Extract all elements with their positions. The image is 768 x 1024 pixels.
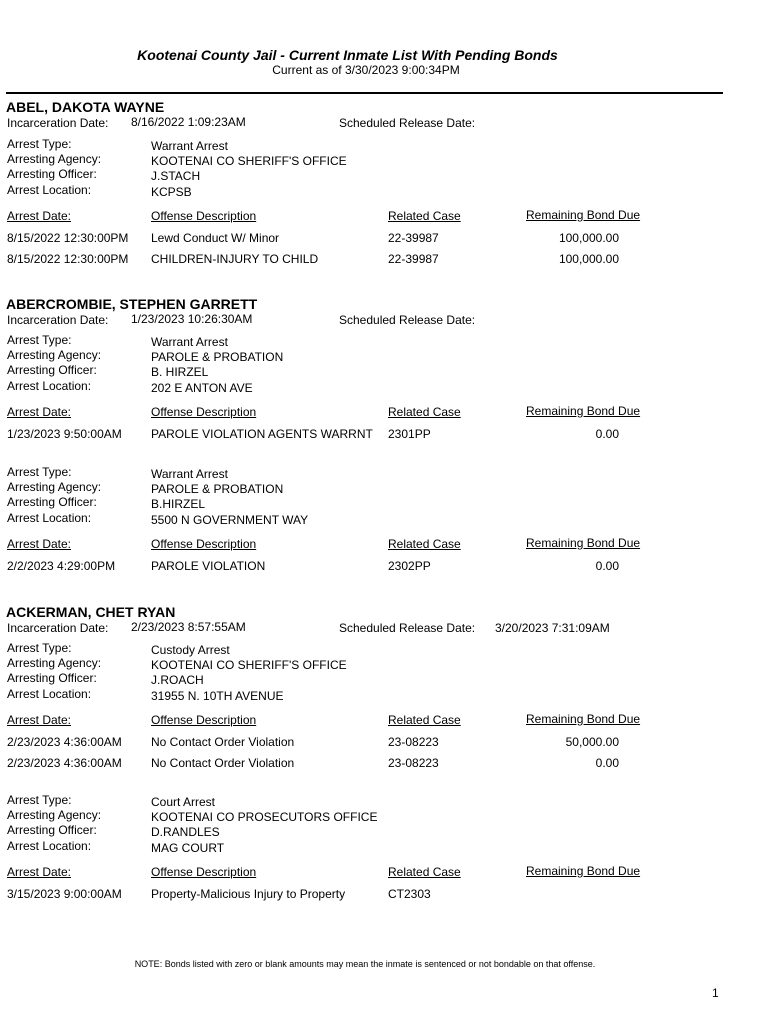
charge-arrest-date: 2/23/2023 4:36:00AM [7, 735, 122, 749]
arrest-type-label: Arrest Type: [7, 793, 72, 807]
arresting-agency-label: Arresting Agency: [7, 152, 102, 166]
col-header-related-case: Related Case [388, 865, 461, 879]
charge-arrest-date: 8/15/2022 12:30:00PM [7, 231, 129, 245]
charge-related-case: 2301PP [388, 427, 431, 441]
arresting-officer-value: B. HIRZEL [151, 365, 209, 379]
arresting-officer-value: J.ROACH [151, 673, 204, 687]
charge-related-case: 2302PP [388, 559, 431, 573]
report-title: Kootenai County Jail - Current Inmate List With Pending Bonds [137, 47, 558, 63]
arrest-location-label: Arrest Location: [7, 379, 92, 393]
arresting-officer-label: Arresting Officer: [7, 671, 97, 685]
arrest-type-value: Custody Arrest [151, 643, 230, 657]
arresting-agency-label: Arresting Agency: [7, 348, 102, 362]
col-header-offense: Offense Description [151, 405, 257, 419]
arresting-agency-label: Arresting Agency: [7, 656, 102, 670]
charge-arrest-date: 1/23/2023 9:50:00AM [7, 427, 122, 441]
charge-related-case: 22-39987 [388, 231, 439, 245]
footer-note: NOTE: Bonds listed with zero or blank amounts may mean the inmate is sentenced or not bondable on that offense. [134, 959, 596, 969]
inmate-name: ABERCROMBIE, STEPHEN GARRETT [6, 296, 258, 312]
col-header-offense: Offense Description [151, 537, 257, 551]
scheduled-release-label: Scheduled Release Date: [339, 621, 476, 635]
arresting-officer-value: J.STACH [151, 169, 201, 183]
arrest-location-value: MAG COURT [151, 841, 225, 855]
col-header-bond: Remaining Bond Due [526, 536, 641, 550]
charge-bond-due: 0.00 [595, 559, 619, 573]
arrest-type-value: Warrant Arrest [151, 335, 228, 349]
scheduled-release-label: Scheduled Release Date: [339, 116, 476, 130]
charge-offense: PAROLE VIOLATION [151, 559, 266, 573]
arresting-agency-value: KOOTENAI CO SHERIFF'S OFFICE [151, 658, 347, 672]
arresting-officer-label: Arresting Officer: [7, 363, 97, 377]
incarceration-date-label: Incarceration Date: [7, 313, 109, 327]
arresting-officer-value: B.HIRZEL [151, 497, 206, 511]
incarceration-date-value: 8/16/2022 1:09:23AM [131, 115, 246, 129]
arresting-agency-label: Arresting Agency: [7, 808, 102, 822]
arresting-agency-value: KOOTENAI CO SHERIFF'S OFFICE [151, 154, 347, 168]
charge-related-case: CT2303 [388, 887, 431, 901]
charge-arrest-date: 2/2/2023 4:29:00PM [7, 559, 116, 573]
arrest-type-value: Warrant Arrest [151, 467, 228, 481]
arresting-agency-value: KOOTENAI CO PROSECUTORS OFFICE [151, 810, 378, 824]
arrest-location-label: Arrest Location: [7, 687, 92, 701]
charge-offense: Property-Malicious Injury to Property [151, 887, 346, 901]
col-header-offense: Offense Description [151, 713, 257, 727]
arresting-agency-value: PAROLE & PROBATION [151, 350, 284, 364]
page-number: 1 [712, 986, 719, 1000]
arrest-location-label: Arrest Location: [7, 511, 92, 525]
col-header-arrest-date: Arrest Date: [7, 405, 72, 419]
scheduled-release-value: 3/20/2023 7:31:09AM [495, 621, 610, 635]
inmate-name: ABEL, DAKOTA WAYNE [6, 99, 165, 115]
arrest-location-value: KCPSB [151, 185, 192, 199]
charge-offense: No Contact Order Violation [151, 735, 295, 749]
arresting-officer-label: Arresting Officer: [7, 167, 97, 181]
scheduled-release-label: Scheduled Release Date: [339, 313, 476, 327]
charge-arrest-date: 3/15/2023 9:00:00AM [7, 887, 122, 901]
arresting-agency-value: PAROLE & PROBATION [151, 482, 284, 496]
charge-arrest-date: 2/23/2023 4:36:00AM [7, 756, 122, 770]
arrest-location-value: 5500 N GOVERNMENT WAY [151, 513, 309, 527]
arrest-type-label: Arrest Type: [7, 465, 72, 479]
col-header-arrest-date: Arrest Date: [7, 713, 72, 727]
col-header-related-case: Related Case [388, 713, 461, 727]
col-header-arrest-date: Arrest Date: [7, 209, 72, 223]
charge-related-case: 22-39987 [388, 252, 439, 266]
arresting-officer-label: Arresting Officer: [7, 495, 97, 509]
arrest-location-label: Arrest Location: [7, 839, 92, 853]
charge-arrest-date: 8/15/2022 12:30:00PM [7, 252, 129, 266]
arresting-agency-label: Arresting Agency: [7, 480, 102, 494]
arrest-location-value: 202 E ANTON AVE [151, 381, 253, 395]
charge-bond-due: 100,000.00 [558, 252, 619, 266]
arrest-type-value: Court Arrest [151, 795, 216, 809]
arrest-type-value: Warrant Arrest [151, 139, 228, 153]
charge-offense: CHILDREN-INJURY TO CHILD [151, 252, 319, 266]
col-header-bond: Remaining Bond Due [526, 208, 641, 222]
incarceration-date-label: Incarceration Date: [7, 621, 109, 635]
incarceration-date-value: 2/23/2023 8:57:55AM [131, 620, 246, 634]
arrest-location-value: 31955 N. 10TH AVENUE [151, 689, 284, 703]
arrest-type-label: Arrest Type: [7, 641, 72, 655]
arresting-officer-label: Arresting Officer: [7, 823, 97, 837]
charge-bond-due: 100,000.00 [558, 231, 619, 245]
col-header-related-case: Related Case [388, 405, 461, 419]
charge-bond-due: 0.00 [595, 427, 619, 441]
col-header-bond: Remaining Bond Due [526, 404, 641, 418]
incarceration-date-label: Incarceration Date: [7, 116, 109, 130]
col-header-related-case: Related Case [388, 209, 461, 223]
col-header-bond: Remaining Bond Due [526, 712, 641, 726]
charge-offense: No Contact Order Violation [151, 756, 295, 770]
charge-related-case: 23-08223 [388, 735, 439, 749]
col-header-bond: Remaining Bond Due [526, 864, 641, 878]
arrest-location-label: Arrest Location: [7, 183, 92, 197]
arresting-officer-value: D.RANDLES [151, 825, 220, 839]
incarceration-date-value: 1/23/2023 10:26:30AM [131, 312, 253, 326]
arrest-type-label: Arrest Type: [7, 137, 72, 151]
charge-bond-due: 50,000.00 [565, 735, 619, 749]
charge-offense: Lewd Conduct W/ Minor [151, 231, 280, 245]
inmate-name: ACKERMAN, CHET RYAN [6, 604, 176, 620]
col-header-related-case: Related Case [388, 537, 461, 551]
arrest-type-label: Arrest Type: [7, 333, 72, 347]
charge-related-case: 23-08223 [388, 756, 439, 770]
col-header-arrest-date: Arrest Date: [7, 537, 72, 551]
charge-bond-due: 0.00 [595, 756, 619, 770]
col-header-offense: Offense Description [151, 865, 257, 879]
col-header-offense: Offense Description [151, 209, 257, 223]
header-divider [6, 92, 723, 94]
charge-offense: PAROLE VIOLATION AGENTS WARRNT [151, 427, 373, 441]
col-header-arrest-date: Arrest Date: [7, 865, 72, 879]
report-timestamp: Current as of 3/30/2023 9:00:34PM [272, 63, 460, 77]
